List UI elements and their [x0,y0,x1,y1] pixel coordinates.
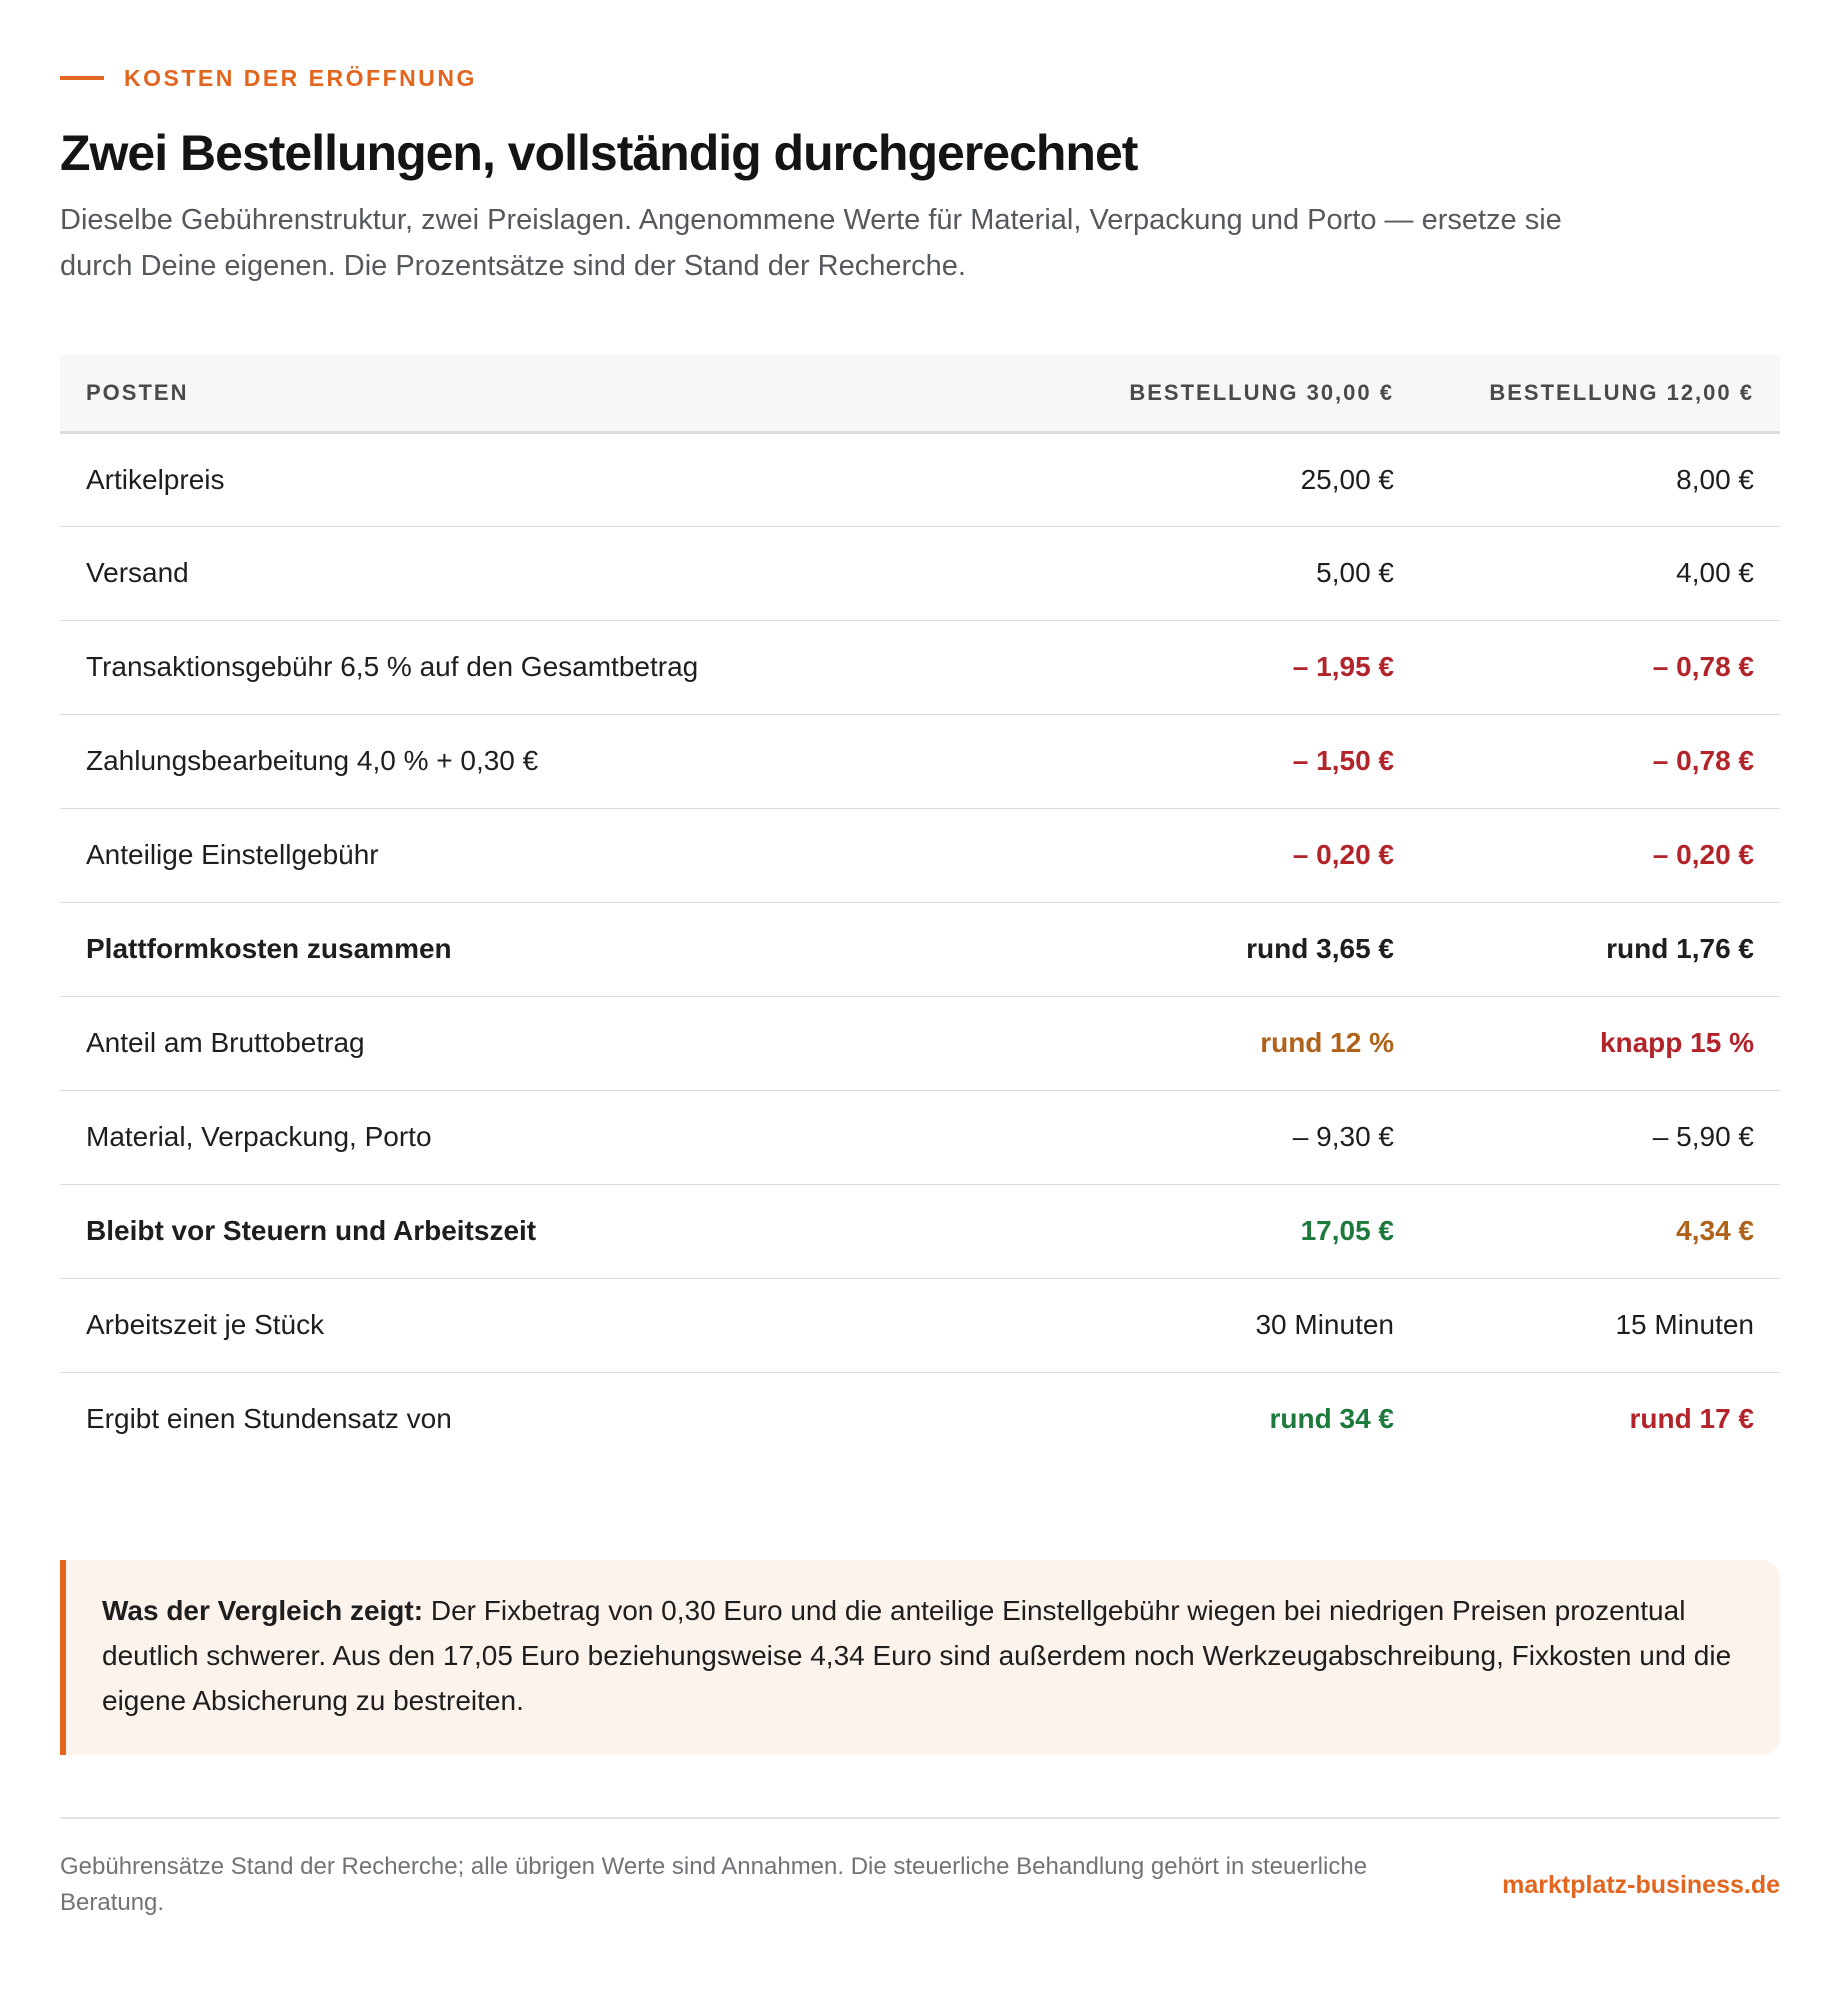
footer [60,1817,1780,1921]
row-label: Bleibt vor Steuern und Arbeitszeit [60,1184,1040,1278]
table-header [60,355,1780,432]
value-order-30: 5,00 € [1040,526,1420,620]
row-label: Anteil am Bruttobetrag [60,996,1040,1090]
value-order-12: 8,00 € [1420,432,1780,526]
table-row-result [60,1184,1780,1278]
column-header-order-12: BESTELLUNG 12,00 € [1489,379,1754,405]
table-row [60,526,1780,620]
page-title: Zwei Bestellungen, vollständig durchgerechnet [60,125,1138,181]
value-order-30: – 0,20 € [1040,808,1420,902]
table-row [60,808,1780,902]
table-row [60,1090,1780,1184]
value-order-30: rund 3,65 € [1040,902,1420,996]
value-order-30: 25,00 € [1040,432,1420,526]
value-order-30: 17,05 € [1040,1184,1420,1278]
row-label: Anteilige Einstellgebühr [60,808,1040,902]
row-label: Ergibt einen Stundensatz von [86,1403,452,1435]
row-label: Artikelpreis [60,432,1040,526]
row-label: Versand [60,526,1040,620]
column-header-order-30: BESTELLUNG 30,00 € [1129,379,1394,405]
value-order-12: – 0,78 € [1420,620,1780,714]
value-order-12: 15 Minuten [1420,1278,1780,1372]
table-row [60,996,1780,1090]
comparison-callout [60,1560,1780,1755]
value-order-30: – 1,95 € [1040,620,1420,714]
row-label: Zahlungsbearbeitung 4,0 % + 0,30 € [60,714,1040,808]
value-order-12: rund 1,76 € [1420,902,1780,996]
column-header-posten: POSTEN [86,379,189,405]
value-order-12: – 5,90 € [1420,1090,1780,1184]
row-label: Arbeitszeit je Stück [60,1278,1040,1372]
footer-brand-link[interactable]: marktplatz-business.de [1502,1870,1780,1899]
table-row-subtotal [60,902,1780,996]
value-order-30: rund 34 € [1269,1403,1394,1435]
table-row [60,432,1780,526]
eyebrow-accent-line [60,76,104,80]
table-body [60,432,1780,1466]
value-order-30: 30 Minuten [1040,1278,1420,1372]
row-label: Plattformkosten zusammen [60,902,1040,996]
value-order-12: knapp 15 % [1420,996,1780,1090]
row-label: Material, Verpackung, Porto [60,1090,1040,1184]
cost-comparison-table [60,355,1780,1466]
table-row [60,1372,1780,1466]
table-row [60,620,1780,714]
value-order-12: – 0,20 € [1420,808,1780,902]
table-row [60,1278,1780,1372]
row-label: Transaktionsgebühr 6,5 % auf den Gesamtbetrag [60,620,1040,714]
value-order-12: rund 17 € [1629,1403,1754,1435]
callout-text: Der Fixbetrag von 0,30 Euro und die anteilige Einstellgebühr wiegen bei niedrigen Preisen prozentual deutlich schwerer. Aus den 17,05 Euro beziehungsweise 4,34 Euro sind außerdem noch Werkzeugabschreibung, Fixkosten und die eigene Absicherung zu bestreiten. [102,1595,1732,1716]
table-header-row [60,355,1780,432]
eyebrow-label: KOSTEN DER ERÖFFNUNG [124,64,477,91]
value-order-12: – 0,78 € [1420,714,1780,808]
value-order-30: rund 12 % [1040,996,1420,1090]
table-row [60,714,1780,808]
value-order-30: – 1,50 € [1040,714,1420,808]
page-subtitle: Dieselbe Gebührenstruktur, zwei Preislagen. Angenommene Werte für Material, Verpackung und Porto — ersetze sie durch Deine eigenen. Die Prozentsätze sind der Stand der Recherche. [60,204,1562,282]
value-order-12: 4,00 € [1420,526,1780,620]
footer-note: Gebührensätze Stand der Recherche; alle übrigen Werte sind Annahmen. Die steuerliche Behandlung gehört in steuerliche Beratung. [60,1853,1368,1916]
callout-lead: Was der Vergleich zeigt: [102,1595,424,1626]
value-order-30: – 9,30 € [1040,1090,1420,1184]
value-order-12: 4,34 € [1420,1184,1780,1278]
eyebrow [60,61,1780,95]
